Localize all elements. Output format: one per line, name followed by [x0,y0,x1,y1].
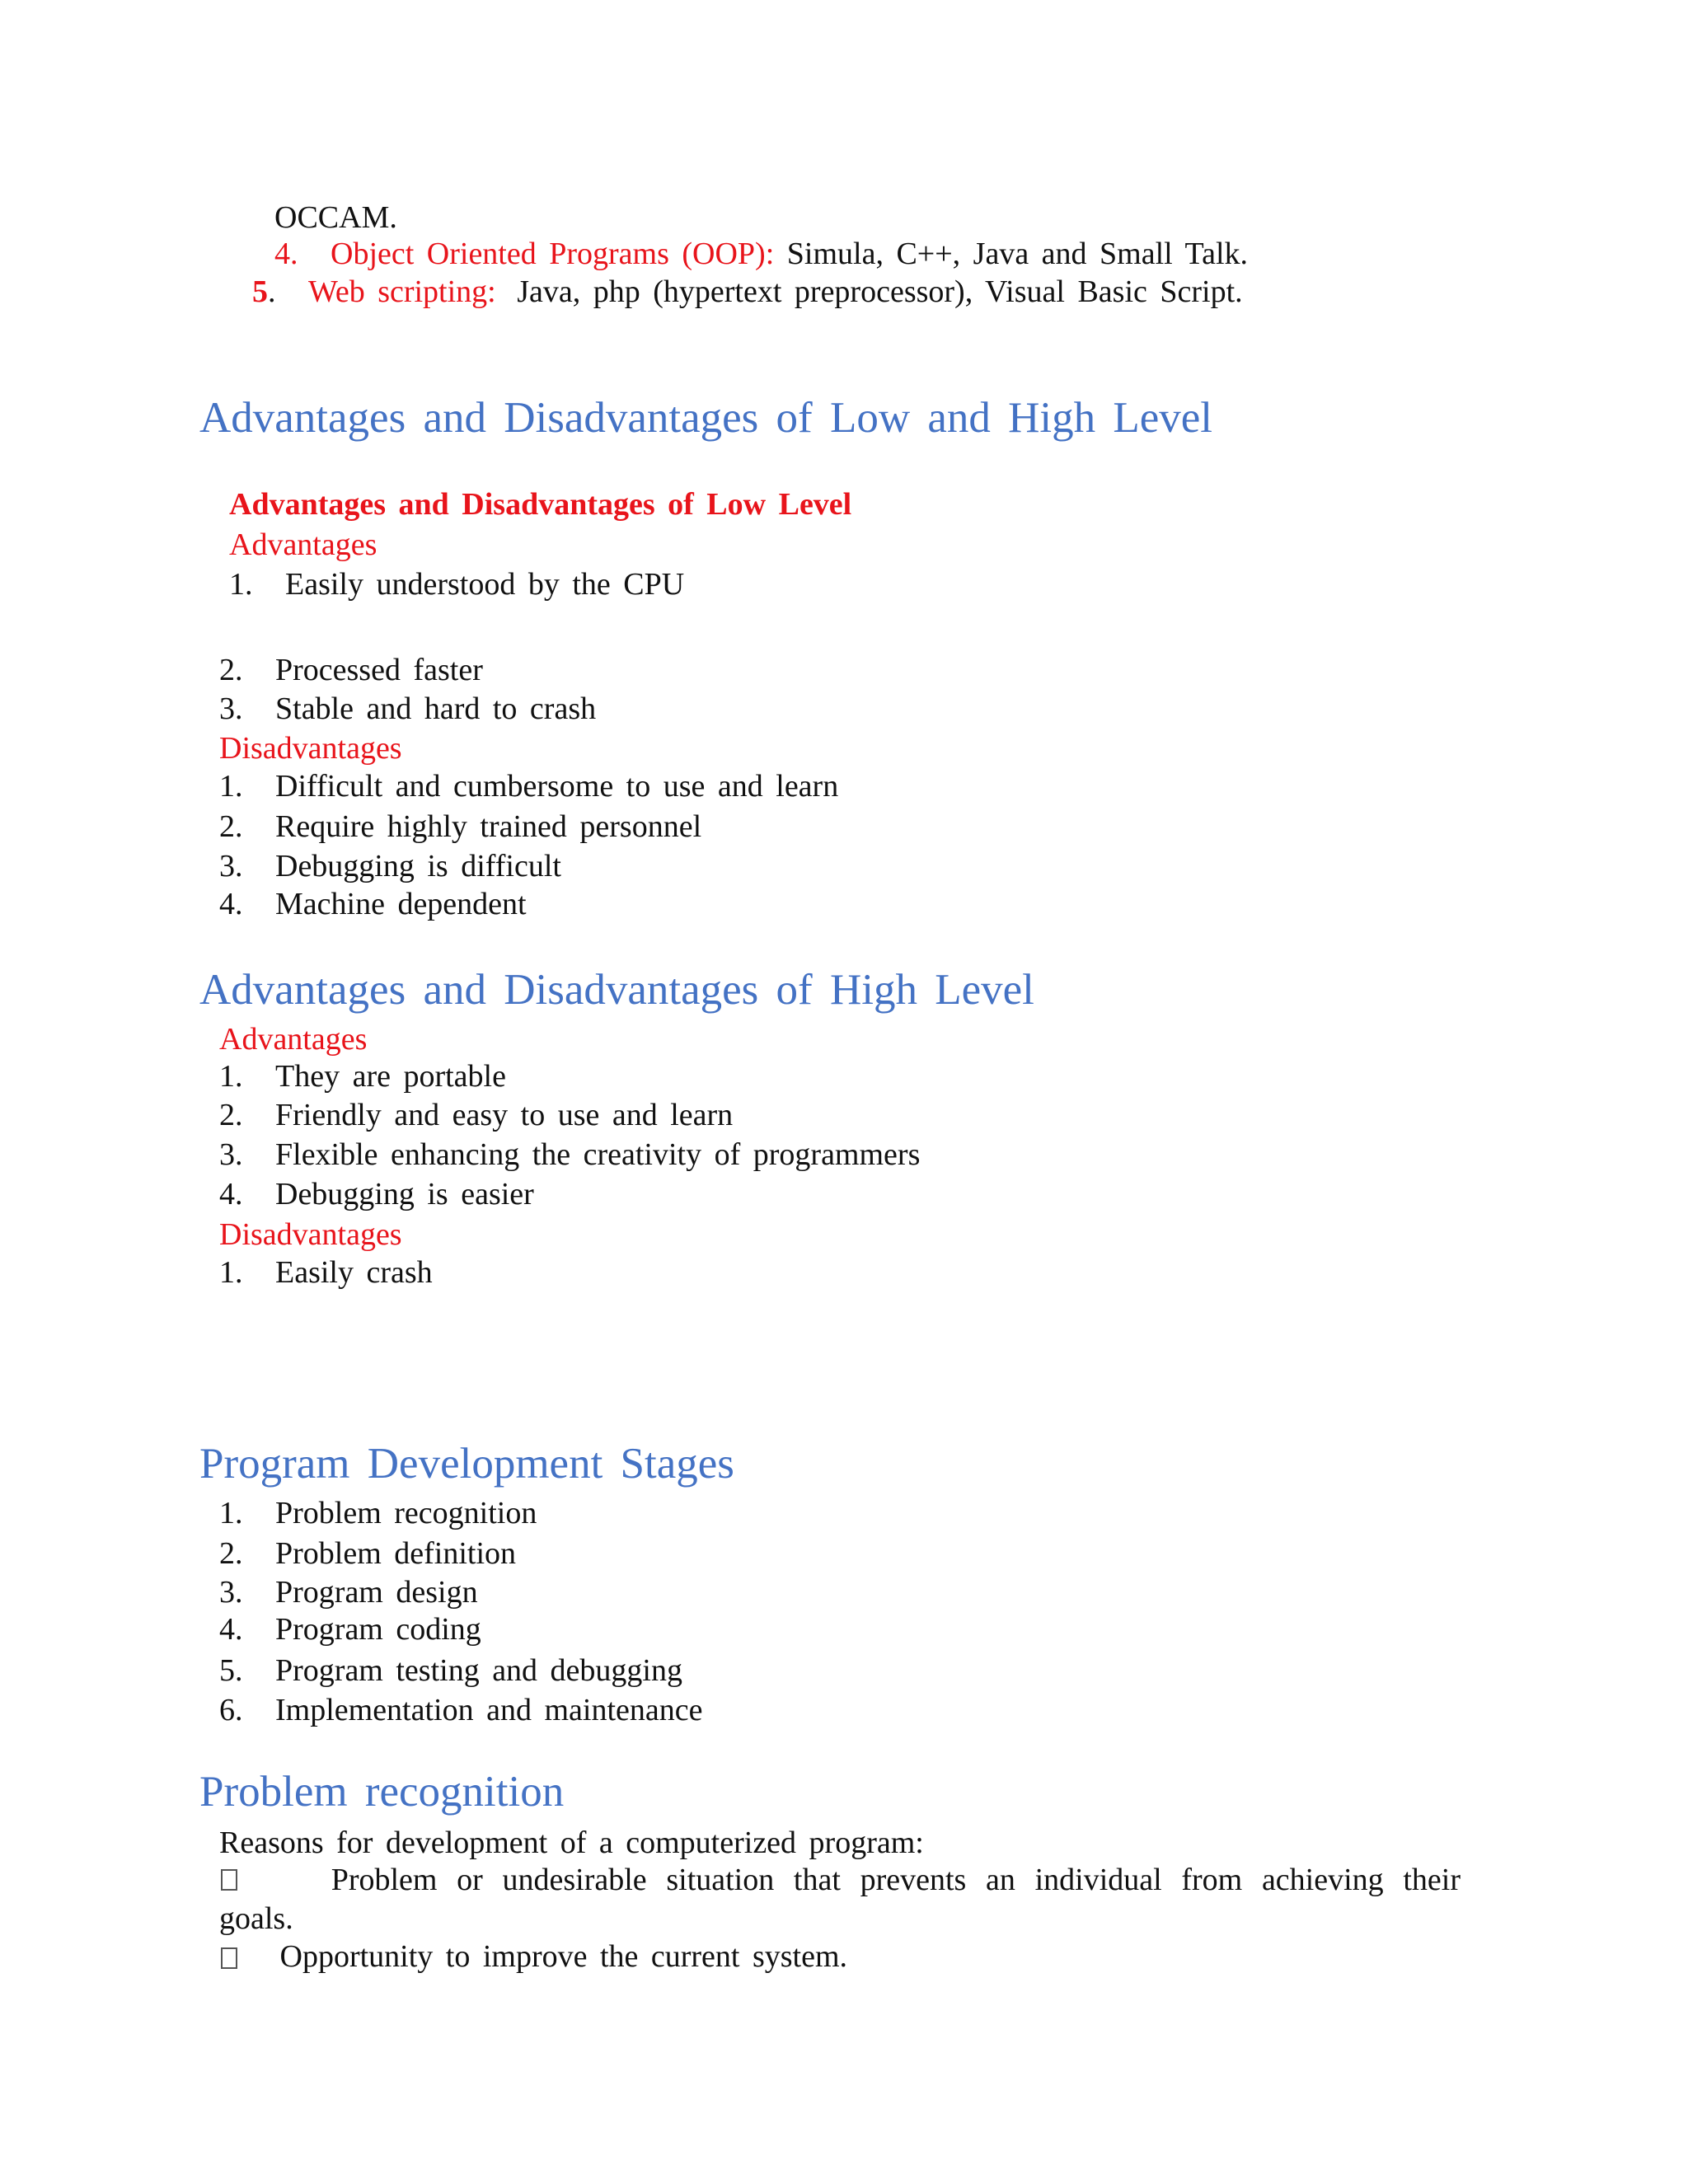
occam-text: OCCAM. [274,200,397,235]
list-text: Friendly and easy to use and learn [275,1098,734,1132]
list-item [219,847,561,885]
list-number-dot: . [268,274,276,309]
list-text: Require highly trained personnel [275,809,702,844]
web-scripting-text: Java, php (hypertext preprocessor), Visual Basic Script. [517,274,1243,309]
list-item [219,1254,433,1291]
list-item [229,565,684,603]
list-number: 2. [219,1098,243,1132]
bullet-continuation: goals. [219,1901,293,1936]
list-text: Difficult and cumbersome to use and learn [275,769,839,804]
advantages-label: Advantages [219,1022,368,1057]
list-number: 1. [229,567,253,602]
disadvantages-label: Disadvantages [219,1217,402,1252]
list-number: 1. [219,769,243,804]
list-item-oop [274,235,1248,273]
advantages-label: Advantages [229,527,377,562]
section-heading-high-level: Advantages and Disadvantages of High Level [199,966,1034,1014]
oop-label: Object Oriented Programs (OOP): [331,237,775,271]
list-number: 4. [219,887,243,921]
section-heading-program-development: Program Development Stages [199,1440,734,1488]
oop-text: Simula, C++, Java and Small Talk. [786,237,1249,271]
occam-line [274,199,397,237]
list-text: Program coding [275,1612,481,1647]
bullet-word: undesirable [502,1863,647,1897]
list-number: 2. [219,809,243,844]
list-text: Implementation and maintenance [275,1693,703,1727]
list-item-web-scripting [252,273,1243,311]
list-number: 1. [219,1059,243,1094]
list-item [219,690,596,728]
reasons-intro: Reasons for development of a computerized program: [219,1825,924,1860]
list-number: 1. [219,1255,243,1290]
list-number: 4. [274,237,298,271]
bullet-word: that [793,1863,841,1897]
bullet-word: Problem [331,1863,438,1897]
list-text: Debugging is difficult [275,849,561,883]
list-number: 4. [219,1177,243,1212]
list-text: Problem recognition [275,1496,537,1530]
list-item [219,1535,516,1572]
web-scripting-label: Web scripting: [308,274,496,309]
list-number: 2. [219,653,243,687]
bullet-word: or [457,1863,483,1897]
bullet-word: their [1403,1863,1461,1897]
list-item [219,1136,920,1174]
disadvantages-label: Disadvantages [219,731,402,766]
list-text: Program design [275,1575,478,1610]
list-text: Program testing and debugging [275,1653,682,1688]
list-text: Processed faster [275,653,483,687]
list-item [219,1096,733,1134]
list-item [219,767,838,805]
bullet-item-problem [221,1861,1461,1899]
list-text: Problem definition [275,1536,517,1571]
list-text: Easily crash [275,1255,433,1290]
checkbox-bullet-icon [221,1947,237,1969]
list-text: Easily understood by the CPU [285,567,685,602]
list-number: 4. [219,1612,243,1647]
section-heading-low-high: Advantages and Disadvantages of Low and High Level [199,394,1213,442]
list-number: 5. [219,1653,243,1688]
bullet-word: prevents [860,1863,967,1897]
list-number: 3. [219,1137,243,1172]
list-text: Flexible enhancing the creativity of programmers [275,1137,921,1172]
list-item [219,651,483,689]
list-item [219,1610,481,1648]
bullet-word: from [1181,1863,1243,1897]
list-number: 3. [219,849,243,883]
subheading-low-level: Advantages and Disadvantages of Low Level [229,487,852,522]
list-number: 3. [219,1575,243,1610]
section-heading-problem-recognition: Problem recognition [199,1768,565,1816]
list-text: Stable and hard to crash [275,691,597,726]
checkbox-bullet-icon [221,1869,237,1891]
list-item [219,1057,506,1095]
list-item [219,1573,478,1611]
bullet-word: situation [666,1863,775,1897]
list-number: 1. [219,1496,243,1530]
list-item [219,1175,534,1213]
list-item [219,1691,702,1729]
list-item [219,808,701,846]
list-item [219,1652,682,1690]
bullet-text: Opportunity to improve the current system. [279,1939,848,1974]
list-item [219,885,527,923]
list-number: 3. [219,691,243,726]
list-number: 2. [219,1536,243,1571]
list-number: 6. [219,1693,243,1727]
bullet-word: an [986,1863,1015,1897]
bullet-item-opportunity [221,1938,847,1975]
list-item [219,1494,537,1532]
list-text: Debugging is easier [275,1177,534,1212]
bullet-word: individual [1034,1863,1162,1897]
list-number: 5 [252,274,268,309]
list-text: Machine dependent [275,887,527,921]
list-text: They are portable [275,1059,506,1094]
bullet-word: achieving [1261,1863,1384,1897]
